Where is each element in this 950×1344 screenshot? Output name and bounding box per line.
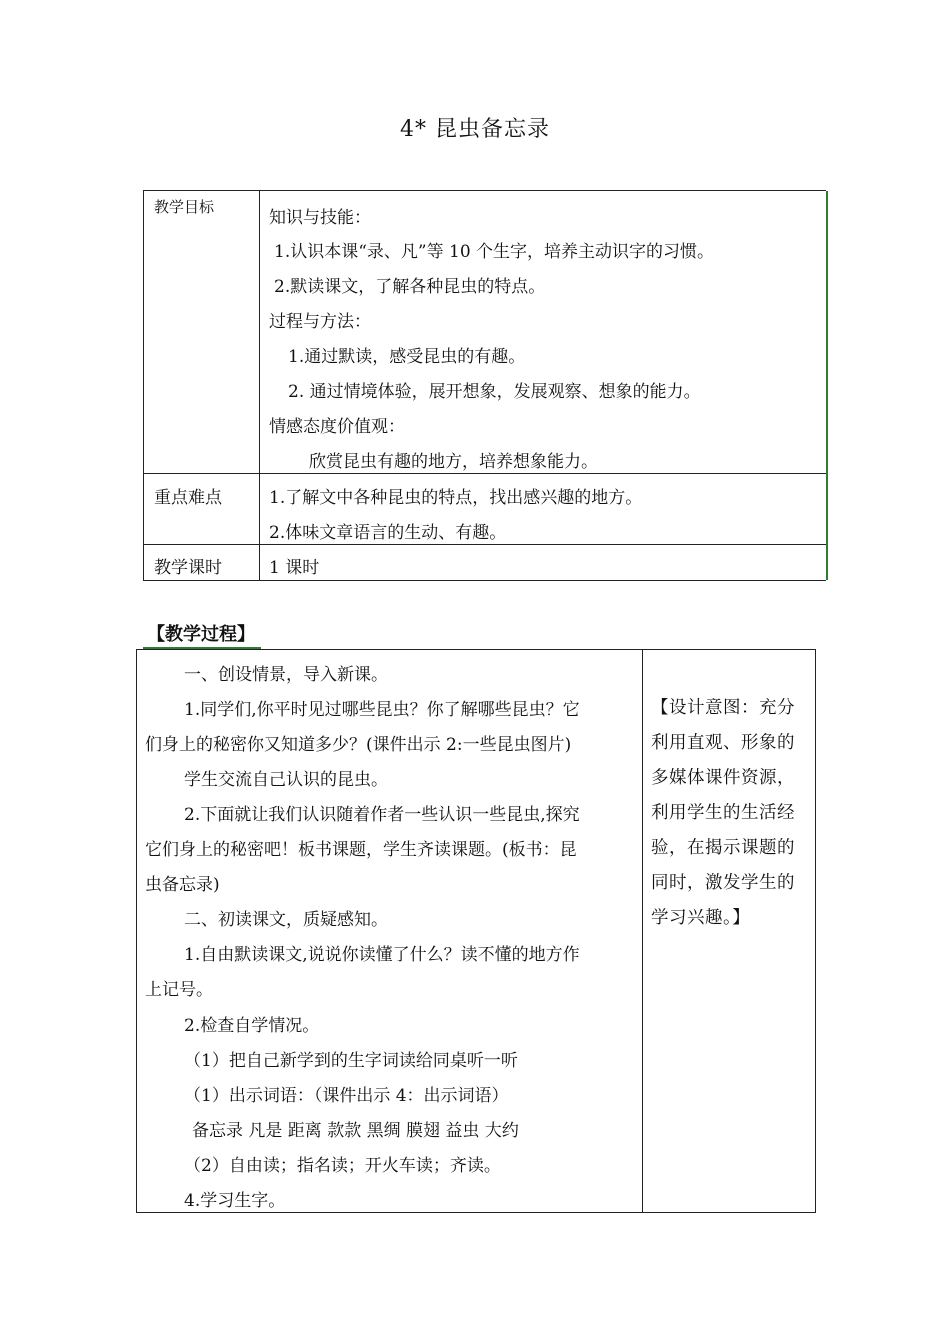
design-note-line: 【设计意图：充分: [651, 698, 795, 718]
label-key-difficulties: 重点难点: [154, 488, 222, 508]
column-divider: [642, 650, 643, 1212]
class-hours-value: 1 课时: [269, 558, 320, 578]
goal-line: 知识与技能：: [269, 208, 371, 228]
goal-line: 过程与方法：: [269, 312, 371, 332]
document-title: 4* 昆虫备忘录: [400, 117, 550, 142]
table-right-border: [826, 191, 828, 580]
goal-line: 1.认识本课“录、凡”等 10 个生字，培养主动识字的习惯。: [274, 242, 715, 262]
process-line: 虫备忘录): [145, 875, 220, 895]
column-divider: [259, 191, 260, 580]
design-note-line: 利用直观、形象的: [651, 733, 795, 753]
process-line: 2.检查自学情况。: [184, 1016, 320, 1036]
design-note-line: 利用学生的生活经: [651, 803, 795, 823]
process-heading: 【教学过程】: [147, 624, 255, 645]
goal-line: 欣赏昆虫有趣的地方，培养想象能力。: [309, 452, 598, 472]
process-line: （1）把自己新学到的生字词读给同桌听一听: [184, 1051, 518, 1071]
difficulty-line: 2.体味文章语言的生动、有趣。: [269, 523, 507, 543]
process-line: 备忘录 凡是 距离 款款 黑绸 膜翅 益虫 大约: [192, 1121, 519, 1141]
process-line: 一、创设情景，导入新课。: [184, 665, 388, 685]
design-note-line: 验，在揭示课题的: [651, 838, 795, 858]
process-line: 学生交流自己认识的昆虫。: [184, 770, 388, 790]
process-line: 们身上的秘密你又知道多少？(课件出示 2:一些昆虫图片): [145, 735, 572, 755]
design-note-line: 多媒体课件资源，: [651, 768, 795, 788]
process-line: 上记号。: [145, 980, 213, 1000]
goal-line: 2.默读课文，了解各种昆虫的特点。: [274, 277, 546, 297]
row-divider: [144, 473, 826, 474]
difficulty-line: 1.了解文中各种昆虫的特点，找出感兴趣的地方。: [269, 488, 643, 508]
row-divider: [144, 544, 826, 545]
process-line: 4.学习生字。: [184, 1191, 286, 1211]
goal-line: 2. 通过情境体验，展开想象，发展观察、想象的能力。: [288, 382, 701, 402]
process-line: （1）出示词语：（课件出示 4：出示词语）: [184, 1086, 509, 1106]
process-line: 1.自由默读课文,说说你读懂了什么？读不懂的地方作: [184, 945, 580, 965]
process-line: 它们身上的秘密吧！板书课题，学生齐读课题。(板书：昆: [145, 840, 577, 860]
goal-line: 1.通过默读，感受昆虫的有趣。: [288, 347, 526, 367]
design-note-line: 学习兴趣。】: [651, 908, 751, 928]
process-line: 1.同学们,你平时见过哪些昆虫？你了解哪些昆虫？它: [184, 700, 580, 720]
label-teaching-goals: 教学目标: [154, 198, 215, 216]
objectives-table: [143, 190, 826, 581]
goal-line: 情感态度价值观：: [269, 417, 405, 437]
process-line: 二、初读课文，质疑感知。: [184, 910, 388, 930]
process-line: 2.下面就让我们认识随着作者一些认识一些昆虫,探究: [184, 805, 580, 825]
design-note-line: 同时，激发学生的: [651, 873, 795, 893]
label-class-hours: 教学课时: [154, 558, 222, 578]
process-line: （2）自由读；指名读；开火车读；齐读。: [184, 1156, 501, 1176]
